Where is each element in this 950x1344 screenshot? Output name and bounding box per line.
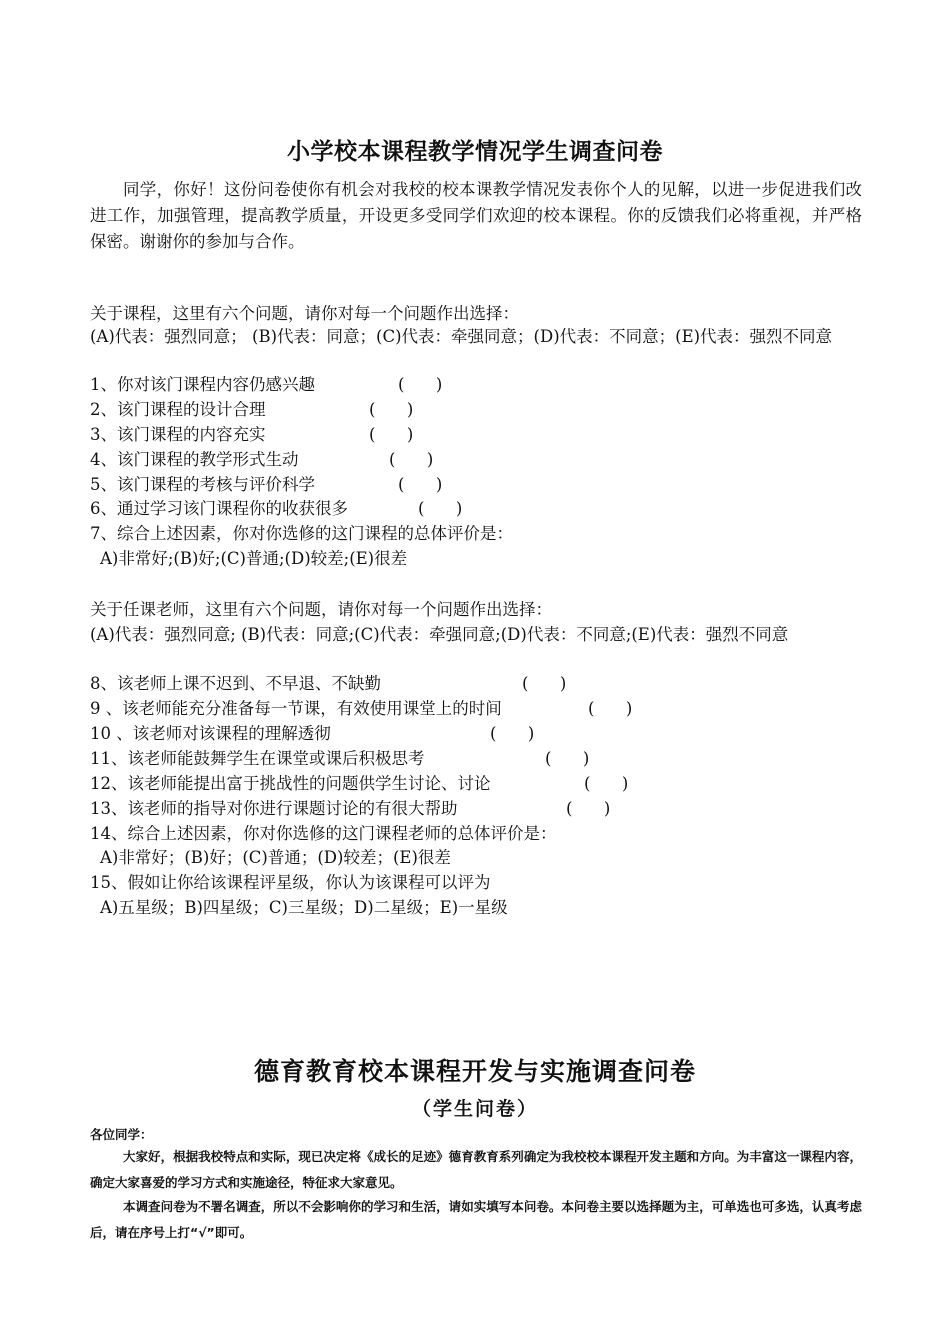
section2-legend: (A)代表：强烈同意; (B)代表：同意;(C)代表：牵强同意;(D)代表：不同意;(E)代表：强烈不同意 <box>90 625 789 644</box>
survey2-subtitle: （学生问卷） <box>411 1098 538 1120</box>
survey1-intro: 同学，你好！这份问卷使你有机会对我校的校本课教学情况发表你个人的见解，以进一步促进我们改进工作，加强管理，提高教学质量，开设更多受同学们欢迎的校本课程。你的反馈我们必将重视，并严格保密。谢谢你的参加与合作。 <box>90 180 862 251</box>
question-14-options: A)非常好；(B)好；(C)普通；(D)较差；(E)很差 <box>100 848 451 867</box>
answer-blank-10[interactable]: ( ) <box>490 724 535 743</box>
section2-heading: 关于任课老师，这里有六个问题，请你对每一个问题作出选择： <box>90 600 552 619</box>
survey2-title: 德育教育校本课程开发与实施调查问卷 <box>253 1057 696 1086</box>
section1-heading: 关于课程，这里有六个问题，请你对每一个问题作出选择： <box>90 304 519 323</box>
answer-blank-6[interactable]: ( ) <box>418 499 463 518</box>
question-9: 9 、该老师能充分准备每一节课，有效使用课堂上的时间 <box>90 699 502 718</box>
answer-blank-5[interactable]: ( ) <box>398 475 443 494</box>
question-8: 8、该老师上课不迟到、不早退、不缺勤 <box>90 674 381 693</box>
question-13: 13、该老师的指导对你进行课题讨论的有很大帮助 <box>90 799 458 818</box>
question-7-options: A)非常好;(B)好;(C)普通;(D)较差;(E)很差 <box>100 549 408 568</box>
answer-blank-13[interactable]: ( ) <box>566 799 611 818</box>
question-14: 14、综合上述因素，你对你选修的这门课程老师的总体评价是： <box>90 824 557 843</box>
question-10: 10 、该老师对该课程的理解透彻 <box>90 724 331 743</box>
survey1-title: 小学校本课程教学情况学生调查问卷 <box>287 138 663 165</box>
question-15-options: A)五星级；B)四星级；C)三星级；D)二星级；E)一星级 <box>100 898 508 917</box>
answer-blank-4[interactable]: ( ) <box>389 450 434 469</box>
answer-blank-12[interactable]: ( ) <box>584 774 629 793</box>
answer-blank-11[interactable]: ( ) <box>545 749 590 768</box>
survey2-paragraph-1: 大家好，根据我校特点和实际，现已决定将《成长的足迹》德育教育系列确定为我校校本课程开发主题和方向。为丰富这一课程内容，确定大家喜爱的学习方式和实施途径，特征求大家意见。 <box>90 1149 862 1190</box>
answer-blank-1[interactable]: ( ) <box>398 375 443 394</box>
answer-blank-8[interactable]: ( ) <box>522 674 567 693</box>
section1-legend: (A)代表：强烈同意； (B)代表：同意；(C)代表：牵强同意；(D)代表：不同意；(E)代表：强烈不同意 <box>90 327 833 346</box>
question-1: 1、你对该门课程内容仍感兴趣 <box>90 375 315 394</box>
question-4: 4、该门课程的教学形式生动 <box>90 450 299 469</box>
answer-blank-3[interactable]: ( ) <box>369 425 414 444</box>
question-15: 15、假如让你给该课程评星级，你认为该课程可以评为 <box>90 873 491 892</box>
question-11: 11、该老师能鼓舞学生在课堂或课后积极思考 <box>90 749 425 768</box>
question-6: 6、通过学习该门课程你的收获很多 <box>90 499 348 518</box>
survey2-paragraph-2: 本调查问卷为不署名调查，所以不会影响你的学习和生活，请如实填写本问卷。本问卷主要以选择题为主，可单选也可多选，认真考虑后，请在序号上打“√”即可。 <box>90 1199 862 1240</box>
answer-blank-9[interactable]: ( ) <box>588 699 633 718</box>
survey2-greeting: 各位同学： <box>90 1127 153 1142</box>
question-3: 3、该门课程的内容充实 <box>90 425 266 444</box>
question-2: 2、该门课程的设计合理 <box>90 400 266 419</box>
question-5: 5、该门课程的考核与评价科学 <box>90 475 315 494</box>
question-12: 12、该老师能提出富于挑战性的问题供学生讨论、讨论 <box>90 774 491 793</box>
answer-blank-2[interactable]: ( ) <box>369 400 414 419</box>
question-7: 7、综合上述因素，你对你选修的这门课程的总体评价是： <box>90 524 513 543</box>
